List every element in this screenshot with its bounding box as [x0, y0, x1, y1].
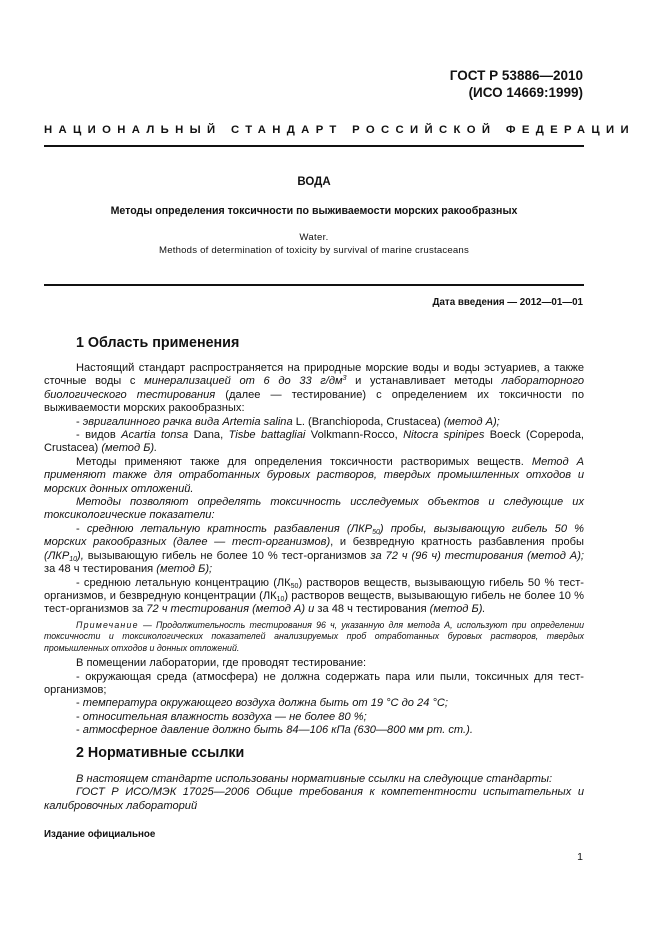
iso-code: (ИСО 14669:1999)	[468, 85, 583, 100]
lab-conditions-intro: В помещении лаборатории, где проводят тестирование:	[76, 657, 367, 670]
document-subtitle: Методы определения токсичности по выживаемости морских ракообразных	[110, 205, 518, 217]
section-1-heading: 1 Область применения	[76, 335, 240, 351]
english-title-line1: Water.	[299, 232, 329, 243]
condition-temperature: - температура окружающего воздуха должна быть от 19 °С до 24 °С;	[76, 697, 448, 710]
methods-application-paragraph: Методы применяют также для определения токсичности растворимых веществ. Метод А применяют также для отработанных буровых растворов, твердых промышленных отходов и морских донных отложений.	[44, 455, 585, 495]
section-1-body	[44, 362, 584, 738]
section-2-body	[44, 773, 584, 813]
condition-atmosphere: - окружающая среда (атмосфера) не должна содержать пара или пыли, токсичных для тест-организмов;	[44, 670, 584, 697]
scope-paragraph: Настоящий стандарт распространяется на природные морские воды и воды эстуариев, а также сточные воды с минерализацией от 6 до 33 $г/дм^3$ и устанавливает методы лабораторного биологического тестирования (далее — тестирование) с определением их токсичности по выживаемости морских ракообразных:	[44, 362, 584, 415]
references-intro: В настоящем стандарте использованы нормативные ссылки на следующие стандарты:	[76, 773, 553, 785]
page-number: 1	[577, 851, 583, 863]
top-rule	[44, 145, 584, 147]
note	[44, 620, 584, 655]
note-text: — Продолжительность тестирования 96 ч, указанную для метода А, используют при определении токсичности и токсикологических показателей анализируемых проб отработанных буровых растворов, твердых промышленных отходов и донных отложений.	[44, 619, 584, 653]
indicator-lkr: - среднюю летальную кратность разбавления $(ЛКР_{50})$ пробы, вызывающую гибель 50 % морских ракообразных (далее — тест-организмов), и безвредную кратность разбавления пробы $(ЛКР_{10})$, вызывающую гибель не более 10 % тест-организмов за 72 ч (96 ч) тестирования (метод А); за 48 ч тестирования (метод Б);	[44, 522, 585, 576]
edition-label: Издание официальное	[44, 829, 156, 840]
english-title-line2: Methods of determination of toxicity by survival of marine crustaceans	[159, 245, 469, 256]
introduction-date: Дата введения — 2012—01—01	[432, 297, 583, 308]
scope-bullet-copepoda: - видов Acartia tonsa Dana, Tisbe battagliai Volkmann-Rocco, Nitocra spinipes Boeck (Copepoda, Crustacea) (метод Б).	[44, 429, 584, 455]
condition-pressure: - атмосферное давление должно быть 84—106 кПа (630—800 мм рт. ст.).	[76, 724, 473, 737]
note-label: Примечание	[76, 619, 139, 630]
national-standard-banner: НАЦИОНАЛЬНЫЙ СТАНДАРТ РОССИЙСКОЙ ФЕДЕРАЦИИ	[44, 124, 635, 136]
indicator-lk: - среднюю летальную концентрацию $(ЛК_{50})$ растворов веществ, вызывающую гибель 50 % тест-организмов, и безвредную концентрации $(ЛК_{10})$ растворов веществ, вызывающую гибель не более 10 % тест-организмов за 72 ч тестирования (метод А) и за 48 ч тестирования (метод Б).	[44, 576, 585, 616]
condition-humidity: - относительная влажность воздуха — не более 80 %;	[76, 710, 367, 723]
document-title: ВОДА	[297, 176, 331, 188]
standard-code: ГОСТ Р 53886—2010	[449, 68, 583, 83]
scope-bullet-artemia: - эвригалинного рачка вида Artemia salina L. (Branchiopoda, Crustacea) (метод А);	[76, 415, 500, 428]
title-rule	[44, 284, 584, 286]
toxicity-indicators-paragraph: Методы позволяют определять токсичность исследуемых объектов и следующие их токсикологические показатели:	[44, 496, 584, 522]
reference-gost-iso-17025: ГОСТ Р ИСО/МЭК 17025—2006 Общие требования к компетентности испытательных и калибровочных лабораторий	[44, 786, 584, 812]
section-2-heading: 2 Нормативные ссылки	[76, 745, 245, 761]
